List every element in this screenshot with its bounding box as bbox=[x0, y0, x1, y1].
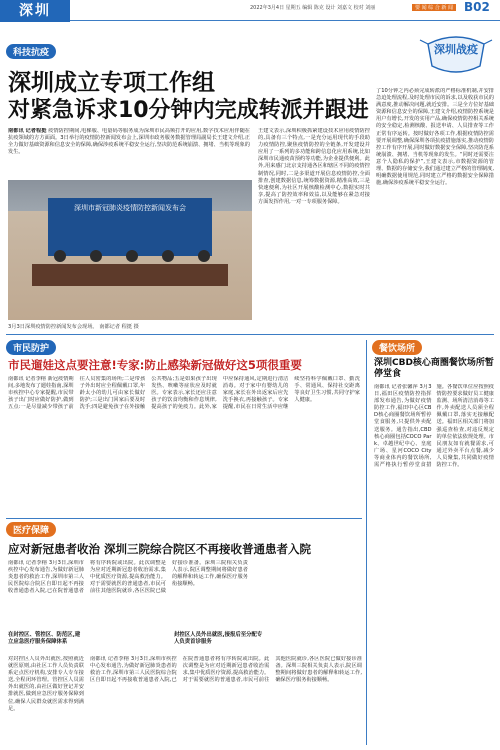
article3-body-right: 南都讯 记者李榕 3月3日,深圳市疾控中心发布通告,为做好新冠肺炎患者的救治工作,深圳市第三人民医院综合院区自即日起不再接收普通患者入院,已在院普通患者将有序转院或出院。此次调整是为应对近期新冠患者收治需求,集中优质医疗资源,提高救治能力。对于需要就医的普通患者,市民可前往其他医院就诊,各区医院已做好接诊准备。深圳三院相关负责人表示,院区调整期间将做好患者的解释和转运工作,确保医疗服务衔接顺畅。 bbox=[90, 656, 362, 684]
article4-body: 南都讯 记者张馨萍 3月3日,福田区疫情防控指挥部发布通告,为做好疫情防控工作,福田中心区CBD核心商圈餐饮场所暂停堂食服务,只提供外卖配送服务。通告指出,CBD核心商圈包括COCO Park、卓越世纪中心、皇庭广场、星河COCO City等商业体内的餐饮场所,需严格执行暂停堂食措施。各餐饮单位应按照疫情防控要求做好员工健康监测、场所清洁消毒等工作,外卖配送人员须全程佩戴口罩,落实无接触配送。福田区相关部门将加强巡查检查,对违反规定的单位依法依规处理。市民朋友如有就餐需求,可通过外卖平台点餐,减少人员聚集,共同做好疫情防控工作。 bbox=[374, 384, 494, 469]
article1-col2: 了10分钟之内必须完成转派的严格标准机制,并安排急迫处理流程,及时处理市民的诉求,以及收获市民的满意度,推动解决问题,就近安排。三是全方位好基础资源和信息安全的保障,王建文介绍,疫情防控系统是用户有增长,开发的实用产品,确保疫情防控相关系统的安全稳定,检测核酸、报送申请、人员排查等工作正常有序运转。按时做好各项工作,根据疫情防控需要开展调整,确保深圳各项抗疫措施落实,推动疫情防控工作有序开展,同时做好数据安全保障,坚决防范系统崩溃、拥堵、当机等现象的发生。“同时还需要注意个人隐私的保护”,王建文表示,市数据资源的管理、数据的存储安全,我们通过建立严格的管理制度,明确数据使用规范,同时建立严格的数据安全保障措施,确保涉疫系统平稳安全运行。 bbox=[376, 88, 494, 187]
photo-caption: 3月3日深圳疫情防控新闻发布会现场。 南都记者 程挺 摄 bbox=[8, 324, 139, 330]
section-label-dining: 餐饮场所 bbox=[372, 340, 422, 355]
divider-1 bbox=[6, 334, 494, 335]
headline-article3: 应对新冠患者收治 深圳三院综合院区不再接收普通患者入院 bbox=[8, 542, 312, 556]
lead-byline: 南都讯 记者程挺 bbox=[8, 128, 47, 134]
article1-col1: 王建文表示,深圳积极抓紧建设技术应用疫情防控的,具备有三个特点,一是充分运用现代的手段助力疫情防控,聚焦疫情防控的全链条,开发建设并应用了一系列的多功能和跨信息化应用系统,比如深圳市民通疫苗预约等功能,为企业提供便利。此外,用来感门北京支持通各区和辖区不同的疫情控制情况,同时,二是多渠道开展信息疫情防控,全面排查,创建数据信息,统筹数据资源,精准高效,三是快速便利,为社区开展核酸检测中心,数据实时共享,提高了防控效率和效益,以及能够在紧急对接方面发挥作用,一对一专项服务保障。 bbox=[258, 128, 370, 205]
subhead-left: 在封控区、管控区、防范区,建立应急医疗服务保障体系 bbox=[8, 632, 81, 645]
masthead bbox=[0, 0, 500, 22]
vertical-rule bbox=[366, 340, 367, 745]
headline-main-2: 对紧急诉求10分钟内完成转派并跟进 bbox=[8, 98, 369, 123]
section-label-medical: 医疗保障 bbox=[6, 522, 56, 537]
photo-people bbox=[54, 250, 214, 266]
date-line: 2022年3月4日 星期五 编辑 陈克 设计 刘嘉文 校对 刘丽 bbox=[250, 5, 376, 11]
headline-article4: 深圳CBD核心商圈餐饮场所暂停堂食 bbox=[374, 358, 494, 379]
section-title: 深圳 bbox=[0, 0, 70, 22]
divider-2 bbox=[6, 518, 362, 519]
headline-main-1: 深圳成立专项工作组 bbox=[8, 70, 215, 96]
section-label-tech: 科技抗疫 bbox=[6, 44, 56, 59]
article3-body-cont: 对封控区人员外出就医,按照就近就医原则,由社区工作人员负责联系定点医疗机构,安排专人专车接送,全程闭环管理。管控区人员需外出就医的,由社区做好登记并安排就医,做到应急医疗服务保障到位,确保人民群众就医需求得到满足。 bbox=[8, 656, 84, 712]
page-tag: 要 闻 综 合 新 闻 bbox=[412, 4, 456, 11]
masthead-rule bbox=[70, 20, 500, 21]
article3-body: 南都讯 记者李榕 3月3日,深圳市疾控中心发布通告,为做好新冠肺炎患者的救治工作,深圳市第三人民医院综合院区自即日起不再接收普通患者入院,已在院普通患者将有序转院或出院。此次调整是为应对近期新冠患者收治需求,集中优质医疗资源,提高救治能力。对于需要就医的普通患者,市民可前往其他医院就诊,各区医院已做好接诊准备。深圳三院相关负责人表示,院区调整期间将做好患者的解释和转运工作,确保医疗服务衔接顺畅。 bbox=[8, 560, 248, 595]
page-number: B02 bbox=[464, 0, 490, 14]
photo-table bbox=[32, 264, 228, 286]
section-label-citizen: 市民防护 bbox=[6, 340, 56, 355]
news-photo bbox=[8, 180, 252, 320]
subhead-right: 封控区人员外出就医,接报后至分配专人负责首诊服务 bbox=[174, 632, 263, 645]
shenzhen-fight-logo bbox=[418, 24, 494, 84]
logo-text: 深圳战疫 bbox=[434, 43, 478, 56]
photo-backdrop-text: 深圳市新冠肺炎疫情防控新闻发布会 bbox=[74, 204, 186, 212]
lead-text: 疫情防控期间,电梯服、电量码等服务成为深圳市民高频打开的应用,数字技术应用伴随在抗疫领域的方方面面。3日举行的疫情防控新闻发布会上,深圳市政务服务数据管理局副局长王建文介绍,正全力做好基础资源和信息安全的保障,确保涉疫系统平稳安全运行,坚决防范系统崩溃、拥堵、当机等现象的发生。 bbox=[8, 128, 250, 156]
article1-lead bbox=[8, 128, 250, 178]
headline-article2: 市民遛娃这点要注意!专家:防止感染新冠做好这5项很重要 bbox=[8, 358, 302, 372]
article2-body: 南都讯 记者李榕 新冠疫情期间,多地发布了遛娃指南,深圳市疾控中心专家提醒,市民带孩子出门时应做好防护,做到五点:一是尽量减少带孩子前往人员密集的场所;二是带孩子外出时应全程佩戴口罩,年龄太小的幼儿可由家长做好防护;三是出门回家后要及时洗手;四是避免孩子在外接触公共物品;五是如果孩子出现发热、咳嗽等症状应及时就医。专家表示,家长还应注意孩子的饮食均衡和作息规律,提高孩子的免疫力。此外,家中应保持通风,定期进行清洁消毒。对于家中有婴幼儿的家庭,家长在外出返家后应先洗手换衣,再接触孩子。专家提醒,市民在日常生活中应继续坚持科学佩戴口罩、勤洗手、常通风、保持社交距离等良好卫生习惯,共同守护家人健康。 bbox=[8, 376, 360, 411]
